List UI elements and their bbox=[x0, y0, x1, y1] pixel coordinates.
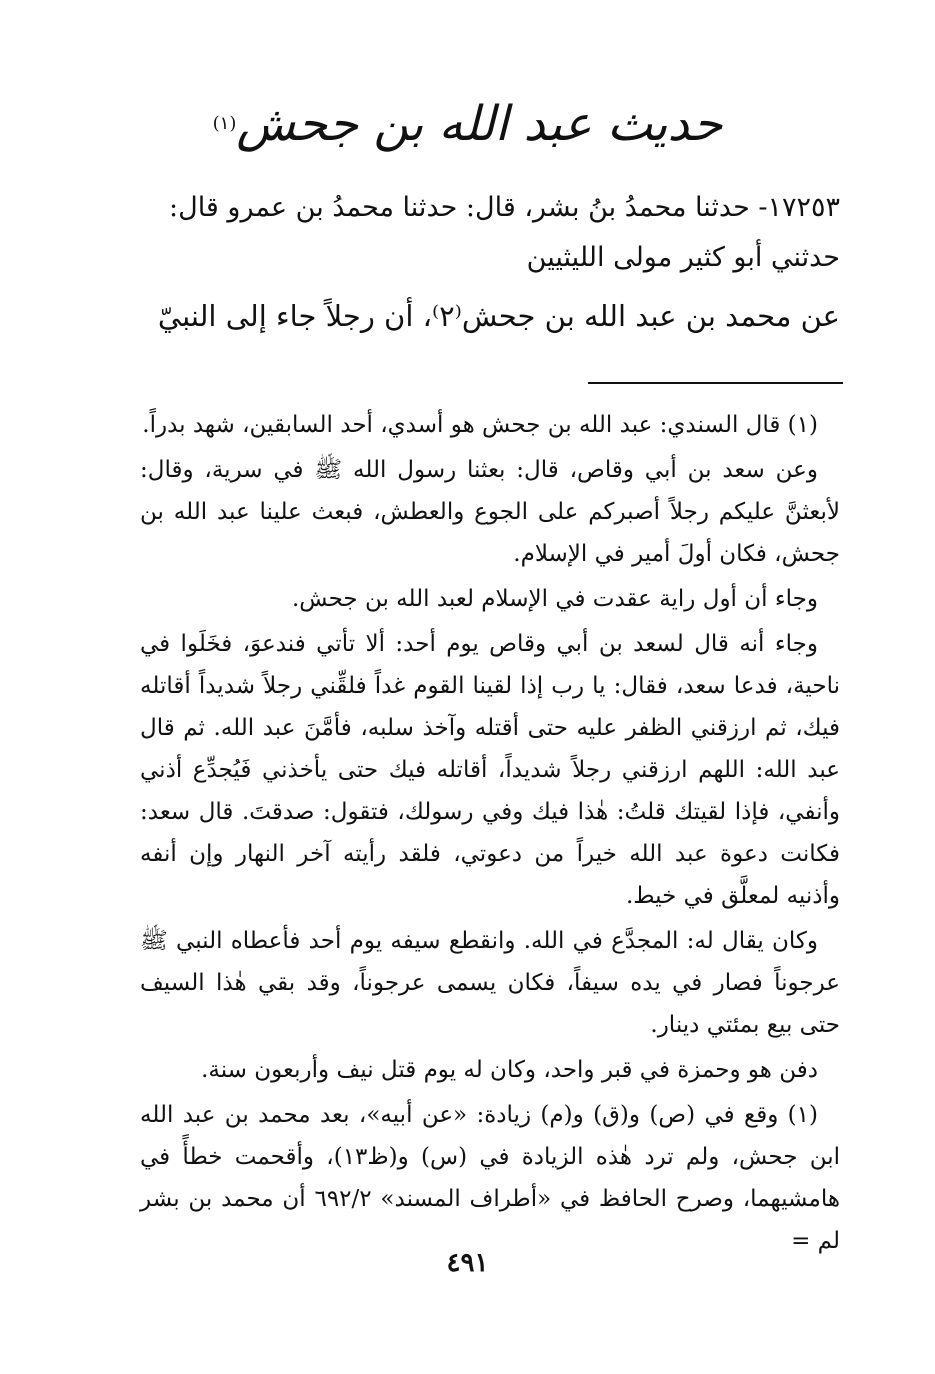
footnote-divider bbox=[588, 382, 843, 384]
page-number: ٤٩١ bbox=[446, 1248, 489, 1278]
isnad-line-1: ١٧٢٥٣- حدثنا محمدُ بنُ بشر، قال: حدثنا محمدُ بن عمرو قال: bbox=[168, 192, 840, 223]
footnote-paragraph: وجاء أن أول راية عقدت في الإسلام لعبد الله بن جحش. bbox=[291, 586, 818, 612]
heading-footnote-ref: (١) bbox=[212, 113, 237, 134]
footnote-paragraph: (١) قال السندي: عبد الله بن جحش هو أسدي، أحد السابقين، شهد بدراً. bbox=[142, 412, 818, 438]
footnote-paragraph: وجاء أنه قال لسعد بن أبي وقاص يوم أحد: ألا تأتي فندعوَ، فخَلَوا في ناحية، فدعا سعد، فقال: يا رب إذا لقينا القوم غداً فلقِّني رجلاً شديداً أقاتله فيك، ثم ارزقني الظفر عليه حتى أقتله وآخذ سلبه، فأمَّنَ عبد الله. ثم قال عبد الله: اللهم ارزقني رجلاً شديداً، أقاتله فيك حتى يأخذني فَيُجدِّع أذني وأنفي، فإذا لقيتك قلتُ: هٰذا فيك وفي رسولك، فتقول: صدقتَ. قال سعد: فكانت دعوة عبد الله خيراً من دعوتي، فلقد رأيته آخر النهار وإن أنفه وأذنيه لمعلَّق في خيط. bbox=[140, 631, 840, 909]
footnote-paragraph: وعن سعد بن أبي وقاص، قال: بعثنا رسول الله ﷺ في سرية، وقال: لأبعثنَّ عليكم رجلاً أصبركم على الجوع والعطش، فبعث علينا عبد الله بن جحش، فكان أولَ أمير في الإسلام. bbox=[140, 457, 840, 567]
hadith-text bbox=[140, 183, 840, 341]
chapter-heading bbox=[0, 84, 935, 164]
isnad-line-2: حدثني أبو كثير مولى الليثيين bbox=[526, 242, 840, 273]
matn-line: عن محمد بن عبد الله بن جحش⁽٢⁾، أن رجلاً جاء إلى النبيّ bbox=[157, 299, 840, 333]
footnote-paragraph: (١) وقع في (ص) و(ق) و(م) زيادة: «عن أبيه»، بعد محمد بن عبد الله ابن جحش، ولم ترد هٰذه الزيادة في (س) و(ظ١٣)، وأقحمت خطأً في هامشيهما، وصرح الحافظ في «أطراف المسند» ٦٩٢/٢ أن محمد بن بشر لم = bbox=[140, 1102, 840, 1254]
chapter-title: حديث عبد الله بن جحش bbox=[236, 96, 723, 152]
footnote-paragraph: دفن هو وحمزة في قبر واحد، وكان له يوم قتل نيف وأربعون سنة. bbox=[201, 1057, 818, 1083]
footnotes-section bbox=[140, 404, 840, 1262]
footnote-paragraph: وكان يقال له: المجدَّع في الله. وانقطع سيفه يوم أحد فأعطاه النبي ﷺ عرجوناً فصار في يده سيفاً، فكان يسمى عرجوناً، وقد بقي هٰذا السيف حتى بيع بمئتي دينار. bbox=[140, 928, 840, 1038]
